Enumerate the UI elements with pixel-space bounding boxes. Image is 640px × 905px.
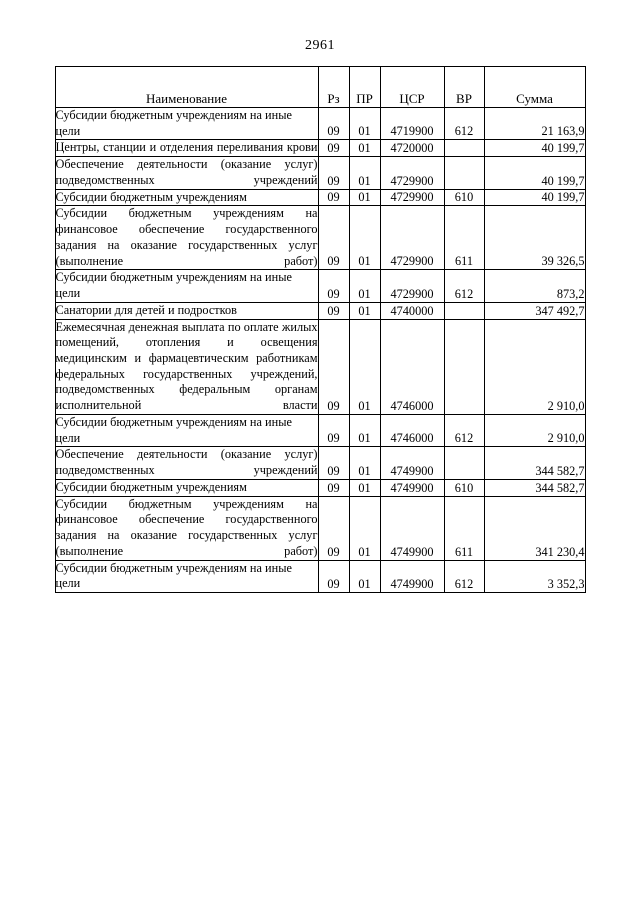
cell-rz: 09 [318,414,349,446]
cell-vr [444,319,484,414]
cell-vr [444,140,484,157]
cell-csr: 4740000 [380,302,444,319]
cell-rz: 09 [318,189,349,206]
cell-name: Субсидии бюджетным учреждениям на финансовое обеспечение государственного задания на оказание государственных услуг (выполнение работ) [55,206,318,270]
table-row [55,496,585,560]
column-header-pr: ПР [349,67,380,108]
cell-name: Субсидии бюджетным учреждениям на иные цели [55,108,318,140]
cell-vr [444,157,484,189]
cell-csr: 4749900 [380,479,444,496]
cell-name: Центры, станции и отделения переливания крови [55,140,318,157]
cell-rz: 09 [318,270,349,302]
cell-csr: 4749900 [380,560,444,592]
table-row [55,157,585,189]
cell-csr: 4746000 [380,319,444,414]
cell-pr: 01 [349,302,380,319]
budget-table [55,66,586,593]
cell-pr: 01 [349,157,380,189]
table-row [55,414,585,446]
cell-pr: 01 [349,496,380,560]
cell-sum: 2 910,0 [484,414,585,446]
cell-name: Обеспечение деятельности (оказание услуг) подведомственных учреждений [55,157,318,189]
cell-vr: 610 [444,189,484,206]
cell-pr: 01 [349,270,380,302]
cell-csr: 4729900 [380,189,444,206]
cell-pr: 01 [349,206,380,270]
table-row [55,319,585,414]
cell-vr [444,302,484,319]
cell-rz: 09 [318,206,349,270]
column-header-sum: Сумма [484,67,585,108]
table-row [55,302,585,319]
cell-csr: 4749900 [380,447,444,479]
cell-sum: 873,2 [484,270,585,302]
column-header-name: Наименование [55,67,318,108]
cell-name: Ежемесячная денежная выплата по оплате жилых помещений, отопления и освещения медицинским и фармацевтическим работникам федеральных государственных учреждений, подведомственных федеральным органам исполнительной власти [55,319,318,414]
cell-vr: 611 [444,206,484,270]
cell-pr: 01 [349,140,380,157]
table-row [55,560,585,592]
table-row [55,270,585,302]
cell-pr: 01 [349,319,380,414]
table-header-row [55,67,585,108]
column-header-vr: ВР [444,67,484,108]
table-row [55,206,585,270]
cell-pr: 01 [349,189,380,206]
cell-pr: 01 [349,108,380,140]
cell-name: Санатории для детей и подростков [55,302,318,319]
cell-name: Субсидии бюджетным учреждениям на финансовое обеспечение государственного задания на оказание государственных услуг (выполнение работ) [55,496,318,560]
cell-vr: 612 [444,414,484,446]
cell-sum: 341 230,4 [484,496,585,560]
table-row [55,479,585,496]
cell-rz: 09 [318,140,349,157]
cell-sum: 2 910,0 [484,319,585,414]
cell-sum: 344 582,7 [484,479,585,496]
table-header [55,67,585,108]
cell-rz: 09 [318,560,349,592]
cell-pr: 01 [349,414,380,446]
table-row [55,447,585,479]
cell-sum: 347 492,7 [484,302,585,319]
cell-csr: 4720000 [380,140,444,157]
cell-name: Субсидии бюджетным учреждениям на иные цели [55,560,318,592]
cell-rz: 09 [318,157,349,189]
cell-csr: 4719900 [380,108,444,140]
cell-csr: 4749900 [380,496,444,560]
cell-vr: 611 [444,496,484,560]
cell-vr: 612 [444,560,484,592]
cell-sum: 39 326,5 [484,206,585,270]
cell-name: Субсидии бюджетным учреждениям на иные цели [55,414,318,446]
cell-name: Субсидии бюджетным учреждениям [55,479,318,496]
cell-csr: 4729900 [380,157,444,189]
cell-rz: 09 [318,319,349,414]
cell-pr: 01 [349,560,380,592]
column-header-rz: Рз [318,67,349,108]
table-row [55,189,585,206]
cell-sum: 344 582,7 [484,447,585,479]
cell-pr: 01 [349,447,380,479]
table-row [55,140,585,157]
cell-rz: 09 [318,479,349,496]
table-body [55,108,585,593]
cell-vr: 612 [444,108,484,140]
cell-name: Субсидии бюджетным учреждениям на иные цели [55,270,318,302]
cell-rz: 09 [318,108,349,140]
cell-sum: 21 163,9 [484,108,585,140]
column-header-csr: ЦСР [380,67,444,108]
cell-name: Обеспечение деятельности (оказание услуг) подведомственных учреждений [55,447,318,479]
cell-rz: 09 [318,302,349,319]
cell-rz: 09 [318,447,349,479]
cell-vr: 612 [444,270,484,302]
cell-vr: 610 [444,479,484,496]
cell-sum: 40 199,7 [484,189,585,206]
cell-pr: 01 [349,479,380,496]
cell-sum: 40 199,7 [484,157,585,189]
table-row [55,108,585,140]
cell-vr [444,447,484,479]
cell-sum: 3 352,3 [484,560,585,592]
cell-name: Субсидии бюджетным учреждениям [55,189,318,206]
cell-csr: 4746000 [380,414,444,446]
cell-csr: 4729900 [380,270,444,302]
page-number: 2961 [305,38,335,53]
cell-csr: 4729900 [380,206,444,270]
cell-sum: 40 199,7 [484,140,585,157]
cell-rz: 09 [318,496,349,560]
